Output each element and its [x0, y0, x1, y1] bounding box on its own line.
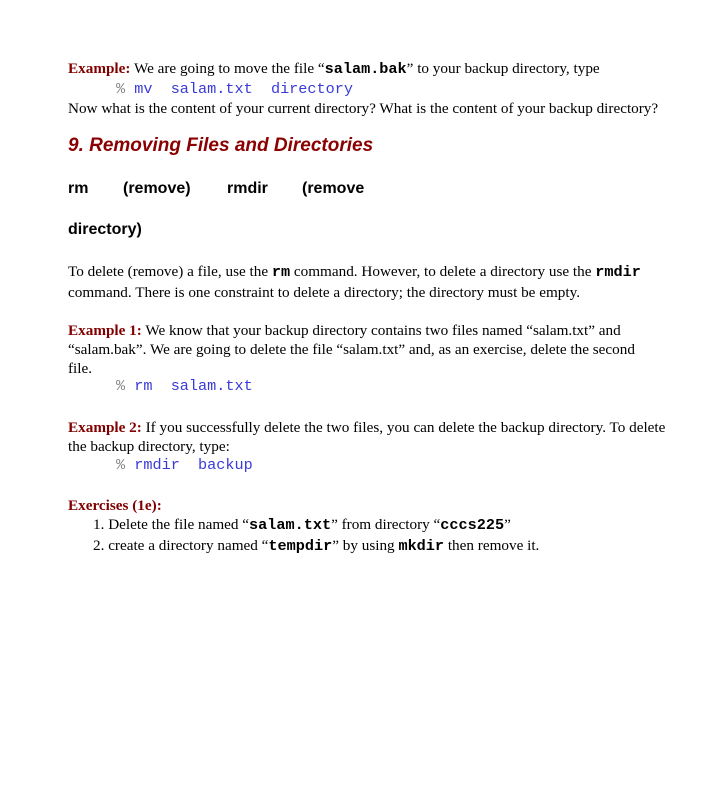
exercise2-text-b: ” by using: [332, 537, 399, 554]
example1-line2: “salam.bak”. We are going to delete the file “salam.txt” and, as an exercise, delete the second: [68, 341, 635, 358]
rm-subheading: rm: [68, 180, 89, 197]
mv-command: [116, 80, 353, 99]
rm-command-name: rm: [271, 263, 291, 281]
example1-label: Example 1:: [68, 322, 142, 339]
question-line: Now what is the content of your current directory? What is the content of your backup directory?: [68, 100, 659, 117]
rmdir-command: [116, 456, 253, 475]
exercise-item-2: [93, 536, 539, 556]
exercise2-cmd: mkdir: [398, 537, 445, 555]
intro-text-b: command. However, to delete a directory use the: [290, 263, 596, 280]
exercise1-file: salam.txt: [249, 516, 332, 534]
exercises-label: Exercises (1e):: [68, 497, 162, 514]
exercise1-text-b: ” from directory “: [331, 516, 441, 533]
example1-line3: file.: [68, 360, 93, 377]
example-label: Example:: [68, 60, 131, 77]
section-heading: 9. Removing Files and Directories: [68, 135, 374, 156]
example2-text1: If you successfully delete the two files, you can delete the backup directory. To delete: [141, 419, 666, 436]
rmdir-description-a: (remove: [302, 180, 365, 197]
example-intro-line: [68, 59, 600, 79]
rmdir-command-text: rmdir backup: [125, 456, 253, 474]
prompt-symbol: %: [116, 377, 126, 395]
example-text-b: ” to your backup directory, type: [406, 60, 600, 77]
example-file-name: salam.bak: [324, 60, 407, 78]
example-text-a: We are going to move the file “: [130, 60, 325, 77]
rmdir-subheading: rmdir: [227, 180, 268, 197]
mv-command-text: mv salam.txt directory: [125, 80, 353, 98]
intro-text-a: To delete (remove) a file, use the: [68, 263, 272, 280]
exercise2-text-c: then remove it.: [444, 537, 540, 554]
exercise1-text-a: 1. Delete the file named “: [93, 516, 250, 533]
example2-label: Example 2:: [68, 419, 142, 436]
intro-paragraph-line1: [68, 262, 695, 282]
rm-description: (remove): [123, 180, 191, 197]
example1-line1: [68, 321, 621, 340]
rmdir-command-name: rmdir: [595, 263, 641, 281]
exercise2-dir: tempdir: [268, 537, 333, 555]
rm-command-text: rm salam.txt: [125, 377, 253, 395]
exercises-heading: [68, 496, 162, 515]
exercise1-dir: cccs225: [440, 516, 505, 534]
prompt-symbol: %: [116, 456, 126, 474]
example2-line2: the backup directory, type:: [68, 438, 230, 455]
example1-text1: We know that your backup directory contains two files named “salam.txt” and: [141, 322, 621, 339]
rmdir-description-b: directory): [68, 221, 142, 238]
prompt-symbol: %: [116, 80, 126, 98]
example2-line1: [68, 418, 695, 437]
intro-paragraph-line2: command. There is one constraint to delete a directory; the directory must be empty.: [68, 284, 580, 301]
exercise1-text-c: ”: [504, 516, 511, 533]
exercise-item-1: [93, 515, 511, 535]
exercise2-text-a: 2. create a directory named “: [93, 537, 269, 554]
rm-command: [116, 377, 253, 396]
